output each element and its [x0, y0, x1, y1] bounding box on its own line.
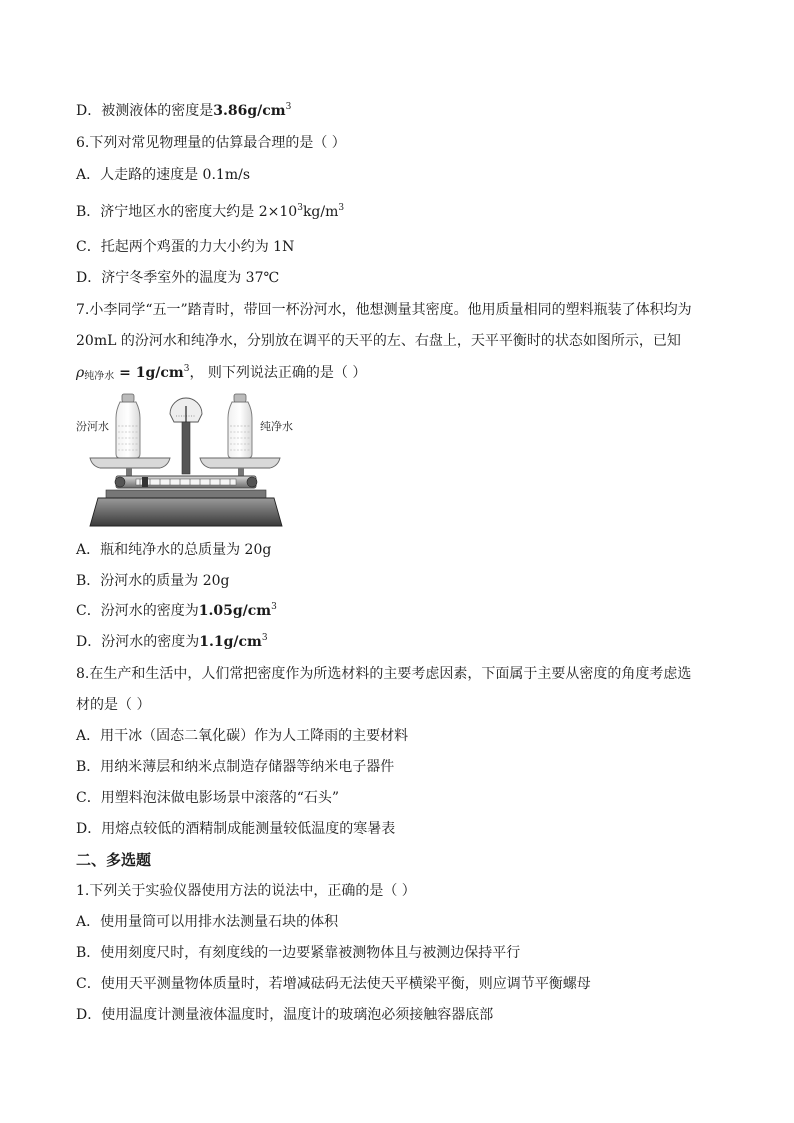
q8-option-c: C．用塑料泡沫做电影场景中滚落的“石头”: [76, 790, 340, 806]
mq1-option-a: A．使用量筒可以用排水法测量石块的体积: [76, 914, 339, 930]
q8-option-b: B．用纳米薄层和纳米点制造存储器等纳米电子器件: [76, 759, 395, 775]
q6-option-c: C．托起两个鸡蛋的力大小约为 1N: [76, 239, 295, 255]
q7-option-d-value: 1.1g/cm: [199, 634, 262, 650]
q6-option-b: [76, 202, 734, 222]
q5-option-d-exp: 3: [285, 102, 292, 112]
q6-option-b-exp1: 3: [297, 203, 303, 213]
q5-option-d: [76, 101, 734, 121]
right-bottle: [228, 394, 252, 458]
right-pan: [200, 458, 280, 478]
balance-figure: [76, 392, 298, 528]
figure-label-right: 纯净水: [260, 420, 293, 433]
rho-exp: 3: [183, 364, 190, 374]
q7-option-c-text: C．汾河水的密度为: [76, 603, 199, 619]
balance-base: [90, 490, 282, 526]
figure-label-left: 汾河水: [76, 420, 109, 433]
mq1-option-b: B．使用刻度尺时，有刻度线的一边要紧靠被测物体且与被测边保持平行: [76, 945, 521, 961]
q7-option-b: B．汾河水的质量为 20g: [76, 573, 230, 589]
q7-stem-suffix: ， 则下列说法正确的是（ ）: [189, 365, 367, 381]
mq1-stem: 1.下列关于实验仪器使用方法的说法中，正确的是（ ）: [76, 883, 416, 899]
q6-option-a: A．人走路的速度是 0.1m/s: [76, 167, 251, 183]
q7-stem-line1: 7.小李同学“五一”踏青时，带回一杯汾河水，他想测量其密度。他用质量相同的塑料瓶装了体积均为: [76, 302, 692, 318]
left-pan: [90, 458, 170, 478]
q7-option-c-exp: 3: [271, 602, 277, 612]
q8-option-a: A．用干冰（固态二氧化碳）作为人工降雨的主要材料: [76, 728, 409, 744]
q8-stem-line1: 8.在生产和生活中，人们常把密度作为所选材料的主要考虑因素，下面属于主要从密度的角度考虑选: [76, 666, 692, 682]
balance-pointer: [170, 398, 202, 474]
q7-option-c-value: 1.05g/cm: [198, 603, 272, 619]
q6-stem: 6.下列对常见物理量的估算最合理的是（ ）: [76, 135, 346, 151]
q6-option-b-unit: kg/m: [302, 204, 339, 220]
left-bottle: [116, 394, 140, 458]
q7-stem-line2: 20mL 的汾河水和纯净水，分别放在调平的天平的左、右盘上，天平平衡时的状态如图所示，已知: [76, 333, 681, 349]
section-heading-multiple-choice: 二、多选题: [76, 851, 152, 869]
q7-stem-line3: [76, 363, 734, 383]
balance-illustration: [76, 392, 298, 528]
q5-option-d-text: D．被测液体的密度是: [76, 103, 214, 119]
q7-option-a: A．瓶和纯净水的总质量为 20g: [76, 542, 272, 558]
rho-value: = 1g/cm: [114, 365, 184, 381]
q7-option-d-exp: 3: [261, 633, 268, 643]
q8-stem-line2: 材的是（ ）: [76, 697, 151, 713]
q8-option-d: D．用熔点较低的酒精制成能测量较低温度的寒暑表: [76, 821, 396, 837]
q5-option-d-value: 3.86g/cm: [213, 103, 286, 119]
mq1-option-d: D．使用温度计测量液体温度时，温度计的玻璃泡必须接触容器底部: [76, 1007, 494, 1023]
q6-option-d: D．济宁冬季室外的温度为 37℃: [76, 270, 280, 286]
q7-option-d-text: D．汾河水的密度为: [76, 634, 200, 650]
q7-option-d: [76, 632, 734, 652]
rho-symbol: ρ: [76, 365, 85, 381]
q7-option-c: [76, 601, 734, 621]
balance-beam: [115, 476, 257, 488]
q6-option-b-text: B．济宁地区水的密度大约是 2×10: [76, 204, 298, 220]
mq1-option-c: C．使用天平测量物体质量时，若增减砝码无法使天平横梁平衡，则应调节平衡螺母: [76, 976, 591, 992]
q6-option-b-exp2: 3: [338, 203, 345, 213]
rho-subscript: 纯净水: [84, 371, 115, 382]
